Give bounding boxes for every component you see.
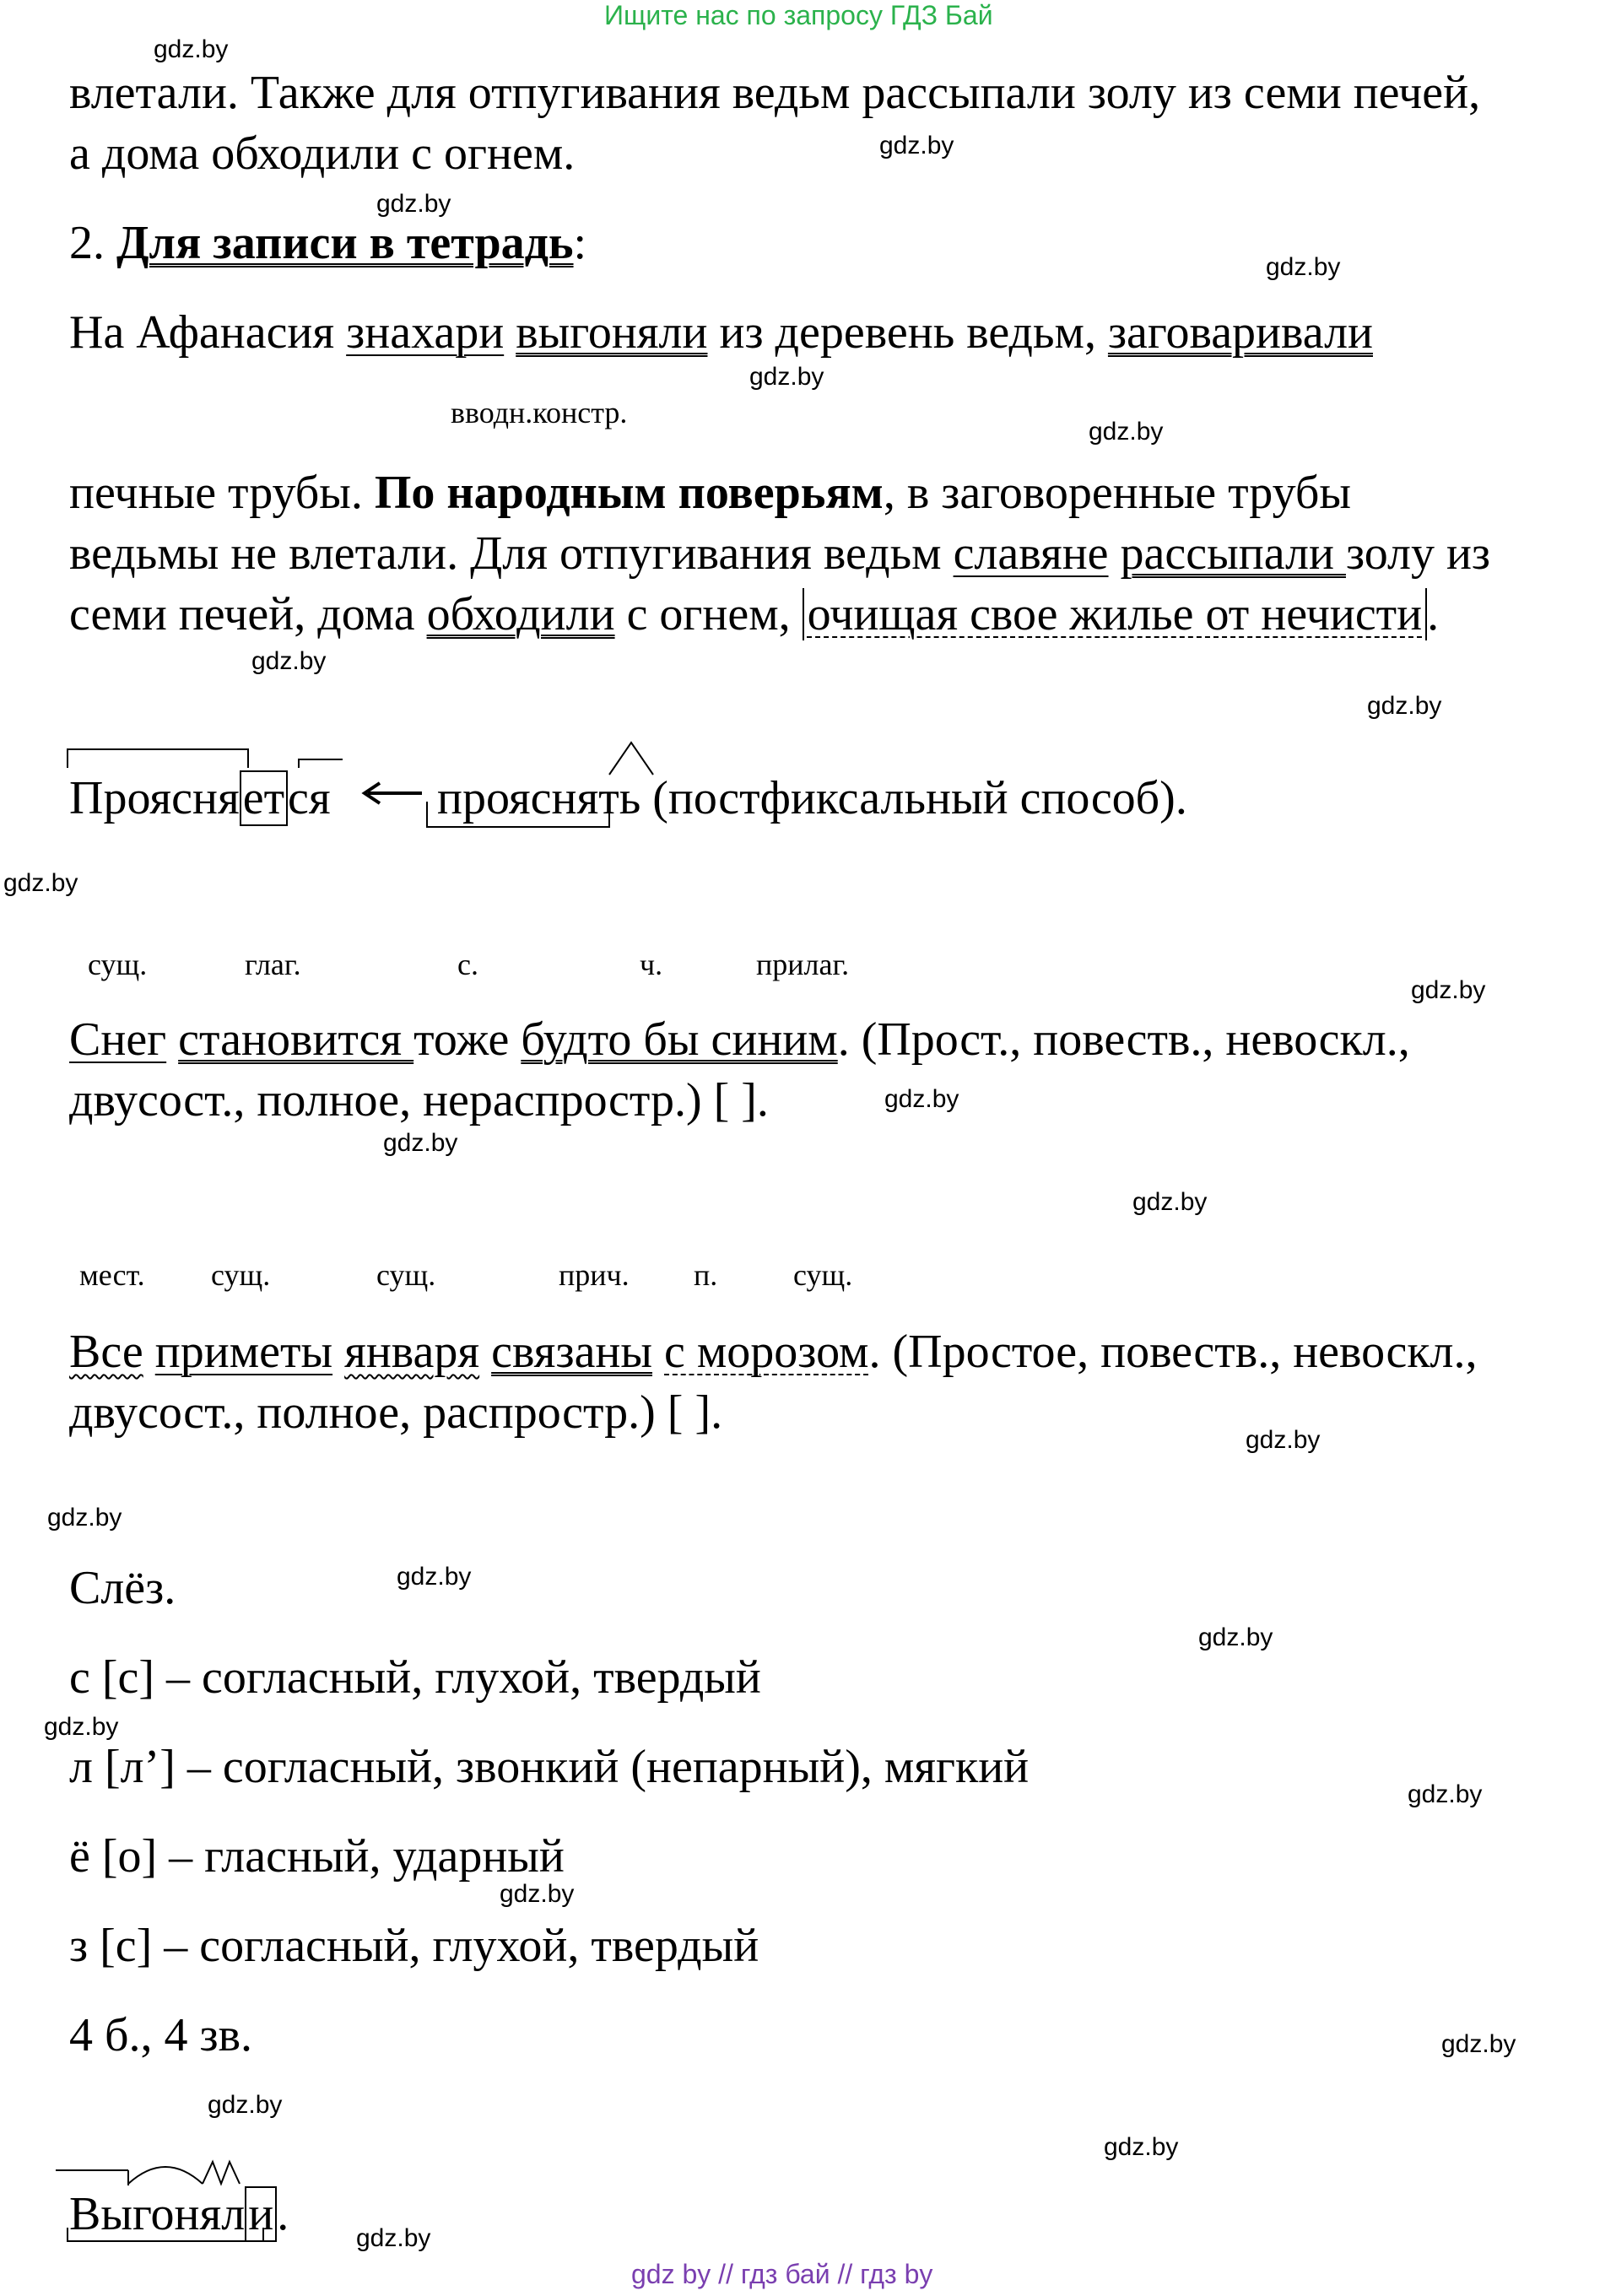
top-banner: Ищите нас по запросу ГДЗ Бай [604,0,993,30]
attribute-word: января [344,1326,480,1378]
watermark: gdz.by [1367,692,1442,720]
task-colon: : [573,217,587,269]
derived-stem: Проясня [69,772,240,824]
phonetic-line: ё [о] – гласный, ударный [69,1830,565,1883]
watermark: gdz.by [500,1880,575,1908]
predicate-word: становится [178,1013,414,1066]
watermark: gdz.by [749,363,824,391]
predicate-word: рассыпали [1120,527,1346,580]
text-fragment: золу из [1345,527,1491,580]
ending-box: и [245,2186,277,2242]
source-suffix: ь [619,772,641,824]
watermark: gdz.by [1408,1780,1483,1808]
pos-label: прич. [559,1258,630,1292]
root-arc [128,2167,203,2184]
morpheme-stem: Выгонял [69,2188,246,2240]
source-stem: прояснят [437,772,619,824]
task-number: 2. [69,217,116,269]
text-fragment: семи печей, дома [69,588,427,640]
watermark: gdz.by [397,1563,472,1591]
watermark: gdz.by [1441,2030,1516,2058]
sentence-characteristic: . (Простое, повеств., невоскл., [868,1326,1478,1378]
watermark: gdz.by [1266,253,1341,281]
watermark: gdz.by [208,2091,283,2119]
pos-label: сущ. [211,1258,271,1292]
subject-word: Снег [69,1013,167,1066]
phonetic-line: с [с] – согласный, глухой, твердый [69,1651,761,1704]
postfix: ся [288,772,331,824]
predicate-word: заговаривали [1107,306,1373,359]
stem-bracket [68,2228,263,2241]
stem-bracket [427,802,609,827]
suffix-caret [203,2162,240,2184]
watermark: gdz.by [251,647,327,675]
sentence-line: двусост., полное, распростр.) [ ]. [69,1386,723,1439]
watermark: gdz.by [1246,1426,1321,1454]
text-fragment: На Афанасия [69,306,347,359]
intro-construction-label: вводн.констр. [451,396,628,429]
intro-construction: По народным поверьям [374,467,884,519]
sentence-characteristic: . (Прост., повеств., невоскл., [837,1013,1410,1066]
text-fragment: ведьмы не влетали. Для отпугивания ведьм [69,527,954,580]
stem-bracket [68,749,248,768]
formation-method: (постфиксальный способ). [640,772,1187,824]
intro-line: а дома обходили с огнем. [69,127,576,180]
pos-label: прилаг. [756,948,850,981]
watermark: gdz.by [154,35,229,63]
phonetic-summary: 4 б., 4 зв. [69,2009,253,2061]
text-fragment: с огнем, [614,588,803,640]
watermark: gdz.by [879,132,954,159]
watermark: gdz.by [1089,418,1164,446]
watermark: gdz.by [1104,2133,1179,2161]
pos-label: сущ. [88,948,148,981]
text-fragment: . [1427,588,1440,640]
suffix-caret [609,743,653,775]
watermark: gdz.by [44,1713,119,1741]
intro-line: влетали. Также для отпугивания ведьм рассыпали золу из семи печей, [69,67,1481,119]
predicate-word: выгоняли [516,306,708,359]
bottom-banner: gdz by // гдз бай // гдз by [631,2259,933,2289]
morpheme-dot: . [277,2188,289,2240]
text-fragment: из деревень ведьм, [707,306,1108,359]
watermark: gdz.by [47,1504,122,1532]
subject-word: приметы [154,1326,333,1378]
ending-box: ет [240,770,288,826]
watermark: gdz.by [884,1085,959,1113]
text-fragment: печные трубы. [69,467,375,519]
pos-label: ч. [640,948,663,981]
subject-word: славяне [953,527,1109,580]
watermark: gdz.by [1198,1623,1273,1651]
phonetic-line: л [л’] – согласный, звонкий (непарный), мягкий [69,1741,1030,1793]
watermark: gdz.by [1411,976,1486,1004]
object-phrase: с морозом [664,1326,869,1378]
task-title: Для записи в тетрадь [116,217,574,269]
pos-label: с. [457,948,478,981]
pos-label: сущ. [376,1258,436,1292]
watermark: gdz.by [1132,1188,1208,1216]
postfix-mark [299,759,343,768]
watermark: gdz.by [356,2224,431,2252]
watermark: gdz.by [3,869,78,897]
watermark: gdz.by [376,190,451,218]
text-fragment: тоже [413,1013,522,1066]
predicate-word: обходили [426,588,615,640]
pos-label: мест. [79,1258,145,1292]
phonetic-word: Слёз. [69,1562,176,1614]
predicate-word: связаны [491,1326,653,1378]
pos-label: п. [694,1258,718,1292]
adverbial-phrase-text: очищая свое жилье от нечисти [807,588,1423,640]
text-fragment: , в заговоренные трубы [883,467,1351,519]
predicate-word: будто бы синим [521,1013,838,1066]
pos-label: сущ. [793,1258,853,1292]
attribute-word: Все [69,1326,143,1378]
sentence-line: двусост., полное, нераспростр.) [ ]. [69,1074,769,1126]
watermark: gdz.by [383,1129,458,1157]
pos-label: глаг. [245,948,301,981]
phonetic-line: з [с] – согласный, глухой, твердый [69,1920,759,1972]
subject-word: знахари [346,306,505,359]
